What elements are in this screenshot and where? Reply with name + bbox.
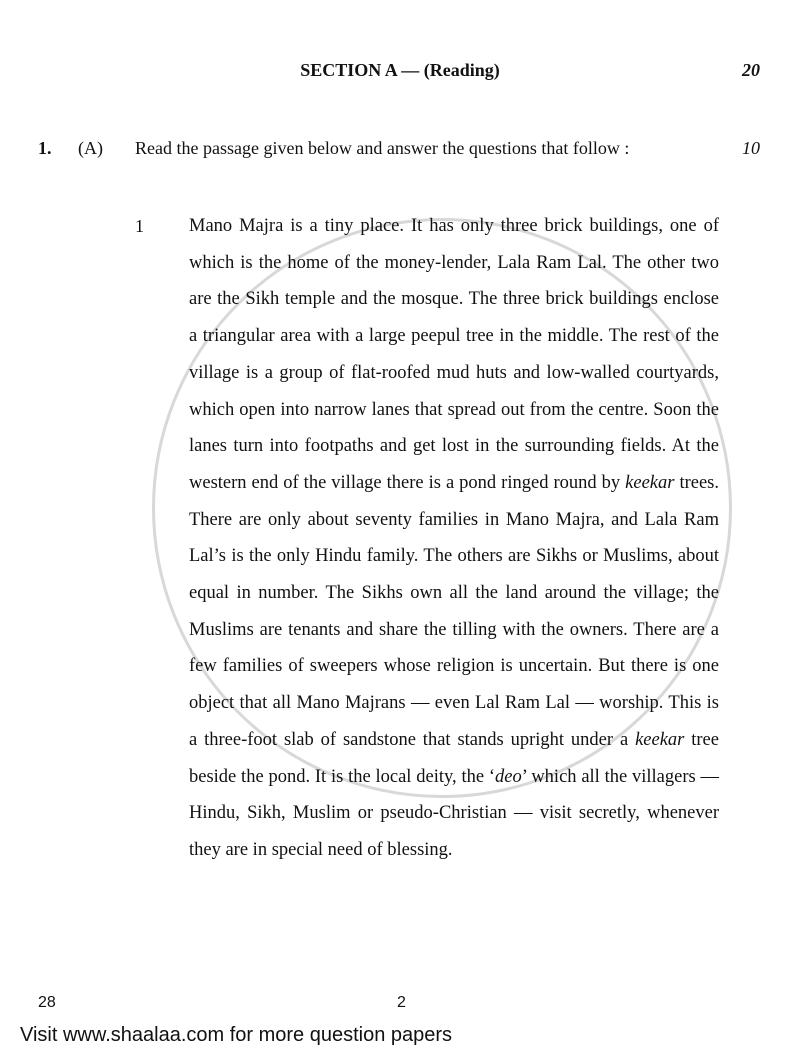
passage-italic: deo bbox=[495, 766, 522, 787]
footer-link[interactable]: Visit www.shaalaa.com for more question papers bbox=[20, 1024, 453, 1046]
passage-span: trees. There are only about seventy families in Mano Majra, and Lala Ram Lal’s is the only Hindu family. The others are Sikhs or Muslims, about equal in number. The Sikhs own all the land around the village; the Muslims are tenants and share the tilling with the owners. There are a few families of sweepers whose religion is uncertain. But there is one object that all Mano Majrans — even Lal Ram Lal — worship. This is a three-foot slab of sandstone that stands upright under a bbox=[189, 472, 719, 750]
passage-italic: keekar bbox=[625, 472, 675, 493]
passage-span: Mano Majra is a tiny place. It has only three brick buildings, one of which is the home of the money-lender, Lala Ram Lal. The other two are the Sikh temple and the mosque. The three brick buildings enclose a triangular area with a large peepul tree in the middle. The rest of the village is a group of flat-roofed mud huts and low-walled courtyards, which open into narrow lanes that spread out from the centre. Soon the lanes turn into footpaths and get lost in the surrounding fields. At the western end of the village there is a pond ringed round by bbox=[189, 216, 719, 493]
passage-text bbox=[189, 208, 719, 869]
question-number: 1. bbox=[38, 138, 52, 158]
passage-span: tree beside the pond. It is the local deity, the ‘ bbox=[189, 729, 719, 787]
paragraph-number: 1 bbox=[135, 216, 144, 236]
question-marks: 10 bbox=[742, 138, 760, 158]
section-heading: SECTION A — (Reading) bbox=[300, 60, 500, 80]
page-number: 2 bbox=[397, 994, 406, 1011]
passage-italic: keekar bbox=[635, 729, 685, 750]
section-marks: 20 bbox=[742, 60, 760, 80]
paper-code: 28 bbox=[38, 994, 56, 1011]
question-instruction: Read the passage given below and answer the questions that follow : bbox=[135, 138, 630, 158]
passage-span: ’ which all the villagers — Hindu, Sikh, Muslim or pseudo-Christian — visit secretly, whenever they are in special need of blessing. bbox=[189, 766, 720, 860]
question-part: (A) bbox=[78, 138, 103, 158]
